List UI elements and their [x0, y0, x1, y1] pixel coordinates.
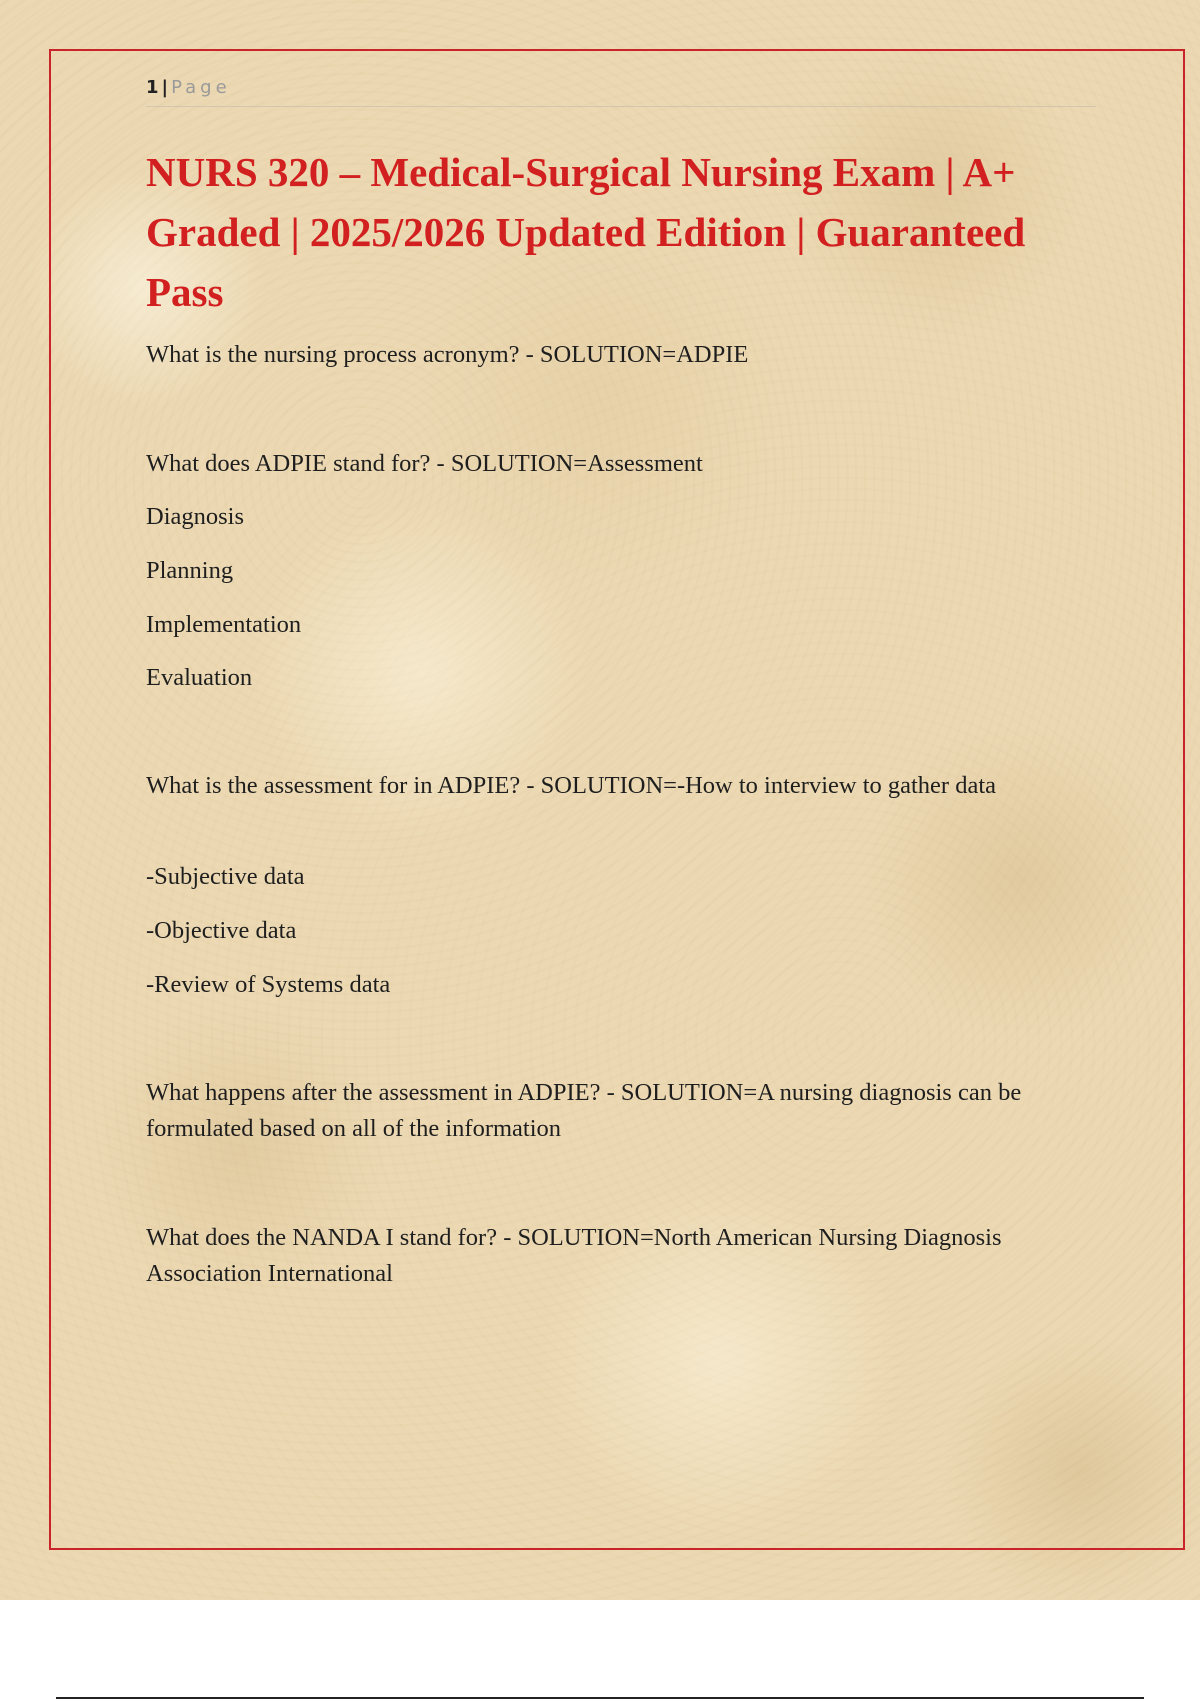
- qa-line: -Objective data: [146, 917, 297, 944]
- qa-line: What does the NANDA I stand for? - SOLUTION=North American Nursing Diagnosis Association International: [146, 1224, 1002, 1287]
- page-header: [146, 74, 1096, 107]
- qa-line: -Review of Systems data: [146, 971, 391, 998]
- qa-line: What does ADPIE stand for? - SOLUTION=Assessment: [146, 450, 703, 477]
- page-number: 1: [146, 77, 159, 98]
- qa-line: Planning: [146, 557, 234, 584]
- qa-line: Diagnosis: [146, 503, 244, 530]
- footer-rule: [56, 1697, 1144, 1699]
- document-title: NURS 320 – Medical-Surgical Nursing Exam | A+ Graded | 2025/2026 Updated Edition | Guaranteed Pass: [146, 149, 1026, 315]
- qa-line: What is the nursing process acronym? - SOLUTION=ADPIE: [146, 341, 749, 368]
- qa-line: Evaluation: [146, 664, 253, 691]
- qa-line: What is the assessment for in ADPIE? - SOLUTION=-How to interview to gather data: [146, 772, 997, 799]
- page-label: Page: [171, 77, 231, 98]
- qa-line: -Subjective data: [146, 863, 305, 890]
- qa-line: Implementation: [146, 611, 302, 638]
- qa-line: What happens after the assessment in ADPIE? - SOLUTION=A nursing diagnosis can be formulated based on all of the information: [146, 1079, 1022, 1142]
- page-separator: |: [161, 77, 169, 98]
